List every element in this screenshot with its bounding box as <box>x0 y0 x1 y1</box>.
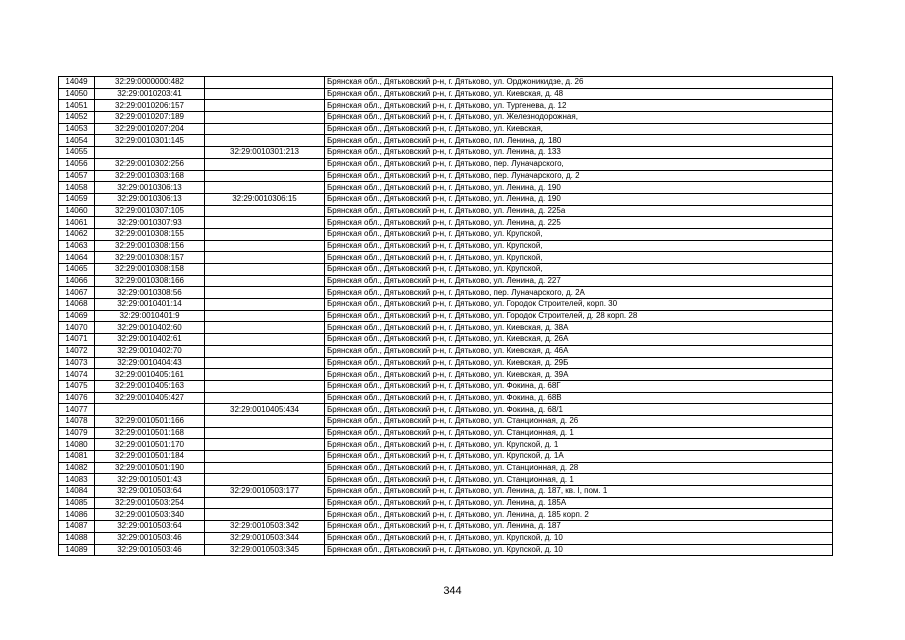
address-cell: Брянская обл., Дятьковский р-н, г. Дятьково, ул. Ленина, д. 187 <box>325 521 833 533</box>
address-cell: Брянская обл., Дятьковский р-н, г. Дятьково, пер. Луначарского, д. 2 <box>325 170 833 182</box>
previous-cadastral-number-cell <box>205 275 325 287</box>
table-row <box>59 439 833 451</box>
address-cell: Брянская обл., Дятьковский р-н, г. Дятьково, ул. Крупской, <box>325 264 833 276</box>
address-cell: Брянская обл., Дятьковский р-н, г. Дятьково, ул. Крупской, д. 10 <box>325 544 833 556</box>
address-cell: Брянская обл., Дятьковский р-н, г. Дятьково, ул. Городок Строителей, д. 28 корп. 28 <box>325 310 833 322</box>
row-number-cell: 14056 <box>59 158 95 170</box>
row-number-cell: 14072 <box>59 345 95 357</box>
previous-cadastral-number-cell <box>205 357 325 369</box>
address-cell: Брянская обл., Дятьковский р-н, г. Дятьково, ул. Киевская, д. 29Б <box>325 357 833 369</box>
cadastral-number-cell: 32:29:0010402:70 <box>95 345 205 357</box>
previous-cadastral-number-cell <box>205 170 325 182</box>
row-number-cell: 14085 <box>59 497 95 509</box>
row-number-cell: 14089 <box>59 544 95 556</box>
previous-cadastral-number-cell <box>205 509 325 521</box>
cadastral-number-cell: 32:29:0010203:41 <box>95 88 205 100</box>
previous-cadastral-number-cell <box>205 415 325 427</box>
previous-cadastral-number-cell <box>205 369 325 381</box>
previous-cadastral-number-cell <box>205 380 325 392</box>
cadastral-number-cell: 32:29:0010402:61 <box>95 334 205 346</box>
cadastral-number-cell: 32:29:0010405:427 <box>95 392 205 404</box>
cadastral-number-cell: 32:29:0010503:64 <box>95 521 205 533</box>
cadastral-number-cell: 32:29:0010405:163 <box>95 380 205 392</box>
address-cell: Брянская обл., Дятьковский р-н, г. Дятьково, ул. Ленина, д. 225 <box>325 217 833 229</box>
address-cell: Брянская обл., Дятьковский р-н, г. Дятьково, пл. Ленина, д. 180 <box>325 135 833 147</box>
cadastral-number-cell <box>95 404 205 416</box>
row-number-cell: 14077 <box>59 404 95 416</box>
cadastral-number-cell: 32:29:0010501:166 <box>95 415 205 427</box>
previous-cadastral-number-cell <box>205 299 325 311</box>
previous-cadastral-number-cell <box>205 158 325 170</box>
address-cell: Брянская обл., Дятьковский р-н, г. Дятьково, пер. Луначарского, <box>325 158 833 170</box>
table-row <box>59 427 833 439</box>
address-cell: Брянская обл., Дятьковский р-н, г. Дятьково, ул. Крупской, д. 10 <box>325 532 833 544</box>
table-row <box>59 462 833 474</box>
address-cell: Брянская обл., Дятьковский р-н, г. Дятьково, ул. Крупской, д. 1А <box>325 451 833 463</box>
table-row <box>59 299 833 311</box>
cadastral-number-cell: 32:29:0010302:256 <box>95 158 205 170</box>
row-number-cell: 14057 <box>59 170 95 182</box>
address-cell: Брянская обл., Дятьковский р-н, г. Дятьково, ул. Ленина, д. 185 корп. 2 <box>325 509 833 521</box>
previous-cadastral-number-cell <box>205 287 325 299</box>
row-number-cell: 14066 <box>59 275 95 287</box>
table-row <box>59 392 833 404</box>
table-row <box>59 170 833 182</box>
address-cell: Брянская обл., Дятьковский р-н, г. Дятьково, ул. Фокина, д. 68Г <box>325 380 833 392</box>
previous-cadastral-number-cell: 32:29:0010306:15 <box>205 193 325 205</box>
address-cell: Брянская обл., Дятьковский р-н, г. Дятьково, ул. Ленина, д. 185А <box>325 497 833 509</box>
cadastral-register-table <box>58 76 833 556</box>
previous-cadastral-number-cell <box>205 474 325 486</box>
address-cell: Брянская обл., Дятьковский р-н, г. Дятьково, ул. Киевская, д. 26А <box>325 334 833 346</box>
row-number-cell: 14074 <box>59 369 95 381</box>
table-row <box>59 240 833 252</box>
table-row <box>59 275 833 287</box>
table-row <box>59 77 833 89</box>
previous-cadastral-number-cell <box>205 228 325 240</box>
previous-cadastral-number-cell: 32:29:0010503:344 <box>205 532 325 544</box>
address-cell: Брянская обл., Дятьковский р-н, г. Дятьково, ул. Киевская, д. 38А <box>325 322 833 334</box>
cadastral-number-cell: 32:29:0010501:168 <box>95 427 205 439</box>
cadastral-number-cell: 32:29:0010503:46 <box>95 532 205 544</box>
previous-cadastral-number-cell <box>205 182 325 194</box>
previous-cadastral-number-cell <box>205 217 325 229</box>
table-row <box>59 88 833 100</box>
table-row <box>59 532 833 544</box>
cadastral-number-cell: 32:29:0010308:166 <box>95 275 205 287</box>
address-cell: Брянская обл., Дятьковский р-н, г. Дятьково, ул. Станционная, д. 1 <box>325 474 833 486</box>
table-row <box>59 497 833 509</box>
previous-cadastral-number-cell <box>205 451 325 463</box>
cadastral-number-cell: 32:29:0010301:145 <box>95 135 205 147</box>
previous-cadastral-number-cell <box>205 462 325 474</box>
table-row <box>59 509 833 521</box>
address-cell: Брянская обл., Дятьковский р-н, г. Дятьково, ул. Фокина, д. 68/1 <box>325 404 833 416</box>
previous-cadastral-number-cell <box>205 392 325 404</box>
cadastral-number-cell: 32:29:0010405:161 <box>95 369 205 381</box>
previous-cadastral-number-cell: 32:29:0010301:213 <box>205 147 325 159</box>
previous-cadastral-number-cell <box>205 310 325 322</box>
table-row <box>59 415 833 427</box>
table-row <box>59 474 833 486</box>
row-number-cell: 14067 <box>59 287 95 299</box>
row-number-cell: 14087 <box>59 521 95 533</box>
row-number-cell: 14059 <box>59 193 95 205</box>
row-number-cell: 14078 <box>59 415 95 427</box>
address-cell: Брянская обл., Дятьковский р-н, г. Дятьково, ул. Крупской, <box>325 252 833 264</box>
table-row <box>59 310 833 322</box>
cadastral-number-cell: 32:29:0010503:64 <box>95 486 205 498</box>
row-number-cell: 14062 <box>59 228 95 240</box>
cadastral-number-cell: 32:29:0010401:14 <box>95 299 205 311</box>
cadastral-number-cell: 32:29:0010402:60 <box>95 322 205 334</box>
previous-cadastral-number-cell <box>205 427 325 439</box>
table-row <box>59 264 833 276</box>
previous-cadastral-number-cell <box>205 88 325 100</box>
row-number-cell: 14050 <box>59 88 95 100</box>
cadastral-number-cell: 32:29:0010308:158 <box>95 264 205 276</box>
address-cell: Брянская обл., Дятьковский р-н, г. Дятьково, ул. Ленина, д. 133 <box>325 147 833 159</box>
previous-cadastral-number-cell <box>205 439 325 451</box>
cadastral-number-cell: 32:29:0010501:190 <box>95 462 205 474</box>
table-row <box>59 404 833 416</box>
row-number-cell: 14065 <box>59 264 95 276</box>
address-cell: Брянская обл., Дятьковский р-н, г. Дятьково, ул. Киевская, д. 48 <box>325 88 833 100</box>
previous-cadastral-number-cell <box>205 334 325 346</box>
row-number-cell: 14055 <box>59 147 95 159</box>
row-number-cell: 14080 <box>59 439 95 451</box>
cadastral-number-cell: 32:29:0010501:43 <box>95 474 205 486</box>
previous-cadastral-number-cell: 32:29:0010405:434 <box>205 404 325 416</box>
previous-cadastral-number-cell: 32:29:0010503:177 <box>205 486 325 498</box>
row-number-cell: 14075 <box>59 380 95 392</box>
register-table-body <box>59 77 833 556</box>
previous-cadastral-number-cell <box>205 240 325 252</box>
row-number-cell: 14082 <box>59 462 95 474</box>
address-cell: Брянская обл., Дятьковский р-н, г. Дятьково, ул. Станционная, д. 26 <box>325 415 833 427</box>
row-number-cell: 14052 <box>59 112 95 124</box>
cadastral-number-cell: 32:29:0010207:204 <box>95 123 205 135</box>
previous-cadastral-number-cell <box>205 135 325 147</box>
table-row <box>59 158 833 170</box>
row-number-cell: 14081 <box>59 451 95 463</box>
previous-cadastral-number-cell <box>205 497 325 509</box>
cadastral-number-cell: 32:29:0010503:254 <box>95 497 205 509</box>
table-row <box>59 228 833 240</box>
row-number-cell: 14076 <box>59 392 95 404</box>
previous-cadastral-number-cell <box>205 322 325 334</box>
table-row <box>59 123 833 135</box>
address-cell: Брянская обл., Дятьковский р-н, г. Дятьково, ул. Орджоникидзе, д. 26 <box>325 77 833 89</box>
address-cell: Брянская обл., Дятьковский р-н, г. Дятьково, ул. Фокина, д. 68В <box>325 392 833 404</box>
table-row <box>59 451 833 463</box>
previous-cadastral-number-cell <box>205 205 325 217</box>
previous-cadastral-number-cell <box>205 345 325 357</box>
row-number-cell: 14053 <box>59 123 95 135</box>
cadastral-number-cell: 32:29:0010307:93 <box>95 217 205 229</box>
cadastral-number-cell: 32:29:0010401:9 <box>95 310 205 322</box>
address-cell: Брянская обл., Дятьковский р-н, г. Дятьково, пер. Луначарского, д. 2А <box>325 287 833 299</box>
table-row <box>59 205 833 217</box>
table-row <box>59 147 833 159</box>
cadastral-number-cell: 32:29:0010501:170 <box>95 439 205 451</box>
cadastral-number-cell: 32:29:0010306:13 <box>95 182 205 194</box>
row-number-cell: 14068 <box>59 299 95 311</box>
row-number-cell: 14084 <box>59 486 95 498</box>
cadastral-number-cell: 32:29:0010207:189 <box>95 112 205 124</box>
address-cell: Брянская обл., Дятьковский р-н, г. Дятьково, ул. Ленина, д. 190 <box>325 193 833 205</box>
address-cell: Брянская обл., Дятьковский р-н, г. Дятьково, ул. Тургенева, д. 12 <box>325 100 833 112</box>
table-row <box>59 182 833 194</box>
table-row <box>59 322 833 334</box>
table-row <box>59 217 833 229</box>
table-row <box>59 380 833 392</box>
table-row <box>59 252 833 264</box>
row-number-cell: 14069 <box>59 310 95 322</box>
table-row <box>59 135 833 147</box>
address-cell: Брянская обл., Дятьковский р-н, г. Дятьково, ул. Ленина, д. 225а <box>325 205 833 217</box>
previous-cadastral-number-cell <box>205 100 325 112</box>
cadastral-number-cell: 32:29:0010308:156 <box>95 240 205 252</box>
address-cell: Брянская обл., Дятьковский р-н, г. Дятьково, ул. Железнодорожная, <box>325 112 833 124</box>
row-number-cell: 14051 <box>59 100 95 112</box>
cadastral-number-cell: 32:29:0010503:340 <box>95 509 205 521</box>
address-cell: Брянская обл., Дятьковский р-н, г. Дятьково, ул. Киевская, д. 39А <box>325 369 833 381</box>
row-number-cell: 14060 <box>59 205 95 217</box>
row-number-cell: 14073 <box>59 357 95 369</box>
row-number-cell: 14063 <box>59 240 95 252</box>
address-cell: Брянская обл., Дятьковский р-н, г. Дятьково, ул. Городок Строителей, корп. 30 <box>325 299 833 311</box>
cadastral-number-cell: 32:29:0010306:13 <box>95 193 205 205</box>
address-cell: Брянская обл., Дятьковский р-н, г. Дятьково, ул. Крупской, <box>325 228 833 240</box>
row-number-cell: 14079 <box>59 427 95 439</box>
row-number-cell: 14064 <box>59 252 95 264</box>
cadastral-number-cell: 32:29:0010503:46 <box>95 544 205 556</box>
cadastral-number-cell: 32:29:0010307:105 <box>95 205 205 217</box>
table-row <box>59 112 833 124</box>
table-row <box>59 345 833 357</box>
cadastral-number-cell: 32:29:0010501:184 <box>95 451 205 463</box>
cadastral-number-cell: 32:29:0010404:43 <box>95 357 205 369</box>
cadastral-number-cell: 32:29:0010308:157 <box>95 252 205 264</box>
address-cell: Брянская обл., Дятьковский р-н, г. Дятьково, ул. Ленина, д. 187, кв. I, пом. 1 <box>325 486 833 498</box>
row-number-cell: 14088 <box>59 532 95 544</box>
cadastral-number-cell: 32:29:0010308:155 <box>95 228 205 240</box>
address-cell: Брянская обл., Дятьковский р-н, г. Дятьково, ул. Киевская, д. 46А <box>325 345 833 357</box>
cadastral-number-cell: 32:29:0010303:168 <box>95 170 205 182</box>
row-number-cell: 14083 <box>59 474 95 486</box>
address-cell: Брянская обл., Дятьковский р-н, г. Дятьково, ул. Крупской, <box>325 240 833 252</box>
row-number-cell: 14054 <box>59 135 95 147</box>
address-cell: Брянская обл., Дятьковский р-н, г. Дятьково, ул. Ленина, д. 190 <box>325 182 833 194</box>
previous-cadastral-number-cell <box>205 252 325 264</box>
previous-cadastral-number-cell <box>205 77 325 89</box>
page-number: 344 <box>443 585 462 597</box>
row-number-cell: 14058 <box>59 182 95 194</box>
address-cell: Брянская обл., Дятьковский р-н, г. Дятьково, ул. Станционная, д. 1 <box>325 427 833 439</box>
table-row <box>59 357 833 369</box>
table-row <box>59 486 833 498</box>
cadastral-number-cell <box>95 147 205 159</box>
previous-cadastral-number-cell: 32:29:0010503:345 <box>205 544 325 556</box>
address-cell: Брянская обл., Дятьковский р-н, г. Дятьково, ул. Ленина, д. 227 <box>325 275 833 287</box>
cadastral-number-cell: 32:29:0010206:157 <box>95 100 205 112</box>
address-cell: Брянская обл., Дятьковский р-н, г. Дятьково, ул. Крупской, д. 1 <box>325 439 833 451</box>
row-number-cell: 14071 <box>59 334 95 346</box>
row-number-cell: 14061 <box>59 217 95 229</box>
row-number-cell: 14049 <box>59 77 95 89</box>
row-number-cell: 14070 <box>59 322 95 334</box>
cadastral-number-cell: 32:29:0010308:56 <box>95 287 205 299</box>
table-row <box>59 544 833 556</box>
previous-cadastral-number-cell <box>205 123 325 135</box>
row-number-cell: 14086 <box>59 509 95 521</box>
address-cell: Брянская обл., Дятьковский р-н, г. Дятьково, ул. Станционная, д. 28 <box>325 462 833 474</box>
previous-cadastral-number-cell <box>205 112 325 124</box>
table-row <box>59 521 833 533</box>
table-row <box>59 287 833 299</box>
previous-cadastral-number-cell: 32:29:0010503:342 <box>205 521 325 533</box>
table-row <box>59 100 833 112</box>
previous-cadastral-number-cell <box>205 264 325 276</box>
cadastral-number-cell: 32:29:0000000:482 <box>95 77 205 89</box>
table-row <box>59 193 833 205</box>
table-row <box>59 369 833 381</box>
address-cell: Брянская обл., Дятьковский р-н, г. Дятьково, ул. Киевская, <box>325 123 833 135</box>
table-row <box>59 334 833 346</box>
